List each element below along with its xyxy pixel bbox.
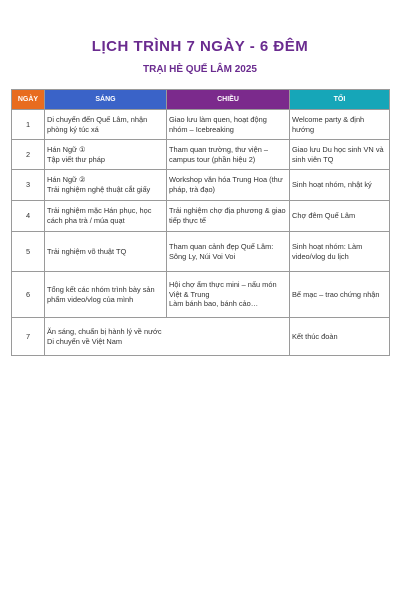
- day-cell: 2: [12, 140, 45, 170]
- table-row: [12, 140, 390, 170]
- header-afternoon: CHIỀU: [167, 90, 290, 110]
- morning-cell: Tổng kết các nhóm trình bày sản phẩm video/vlog của mình: [45, 272, 167, 318]
- evening-cell: Kết thúc đoàn: [290, 318, 390, 356]
- morning-afternoon-cell: Ăn sáng, chuẩn bị hành lý về nước Di chuyển về Việt Nam: [45, 318, 290, 356]
- header-evening: TỐI: [290, 90, 390, 110]
- day-cell: 4: [12, 201, 45, 232]
- evening-cell: Welcome party & định hướng: [290, 110, 390, 140]
- page-subtitle: TRẠI HÈ QUẾ LÂM 2025: [143, 64, 257, 75]
- day-cell: 7: [12, 318, 45, 356]
- table-row: [12, 201, 390, 232]
- day-cell: 1: [12, 110, 45, 140]
- table-row: [12, 232, 390, 272]
- day-cell: 3: [12, 170, 45, 201]
- evening-cell: Sinh hoạt nhóm, nhật ký: [290, 170, 390, 201]
- morning-cell: Hán Ngữ ① Tập viết thư pháp: [45, 140, 167, 170]
- table-row: [12, 272, 390, 318]
- evening-cell: Sinh hoạt nhóm: Làm video/vlog du lịch: [290, 232, 390, 272]
- header-morning: SÁNG: [45, 90, 167, 110]
- morning-cell: Trải nghiệm võ thuật TQ: [45, 232, 167, 272]
- header-day: NGÀY: [12, 90, 45, 110]
- afternoon-cell: Tham quan cảnh đẹp Quế Lâm: Sông Ly, Núi Voi Voi: [167, 232, 290, 272]
- table-header-row: [12, 90, 390, 110]
- afternoon-cell: Trải nghiệm chợ địa phương & giao tiếp thực tế: [167, 201, 290, 232]
- morning-cell: Di chuyển đến Quế Lâm, nhận phòng ký túc xá: [45, 110, 167, 140]
- day-cell: 5: [12, 232, 45, 272]
- morning-cell: Trải nghiệm mặc Hán phục, học cách pha trà / múa quạt: [45, 201, 167, 232]
- evening-cell: Bế mạc – trao chứng nhận: [290, 272, 390, 318]
- evening-cell: Giao lưu Du học sinh VN và sinh viên TQ: [290, 140, 390, 170]
- afternoon-cell: Hội chợ ẩm thực mini – nấu món Việt & Trung Làm bánh bao, bánh cảo…: [167, 272, 290, 318]
- schedule-table: [11, 89, 390, 356]
- morning-cell: Hán Ngữ ② Trải nghiệm nghệ thuật cắt giấy: [45, 170, 167, 201]
- afternoon-cell: Tham quan trường, thư viện – campus tour (phần hiệu 2): [167, 140, 290, 170]
- day-cell: 6: [12, 272, 45, 318]
- table-row: [12, 170, 390, 201]
- evening-cell: Chợ đêm Quế Lâm: [290, 201, 390, 232]
- afternoon-cell: Workshop văn hóa Trung Hoa (thư pháp, trà đạo): [167, 170, 290, 201]
- afternoon-cell: Giao lưu làm quen, hoạt động nhóm – Icebreaking: [167, 110, 290, 140]
- table-row: [12, 110, 390, 140]
- page-title: LỊCH TRÌNH 7 NGÀY - 6 ĐÊM: [91, 38, 309, 55]
- table-row: [12, 318, 390, 356]
